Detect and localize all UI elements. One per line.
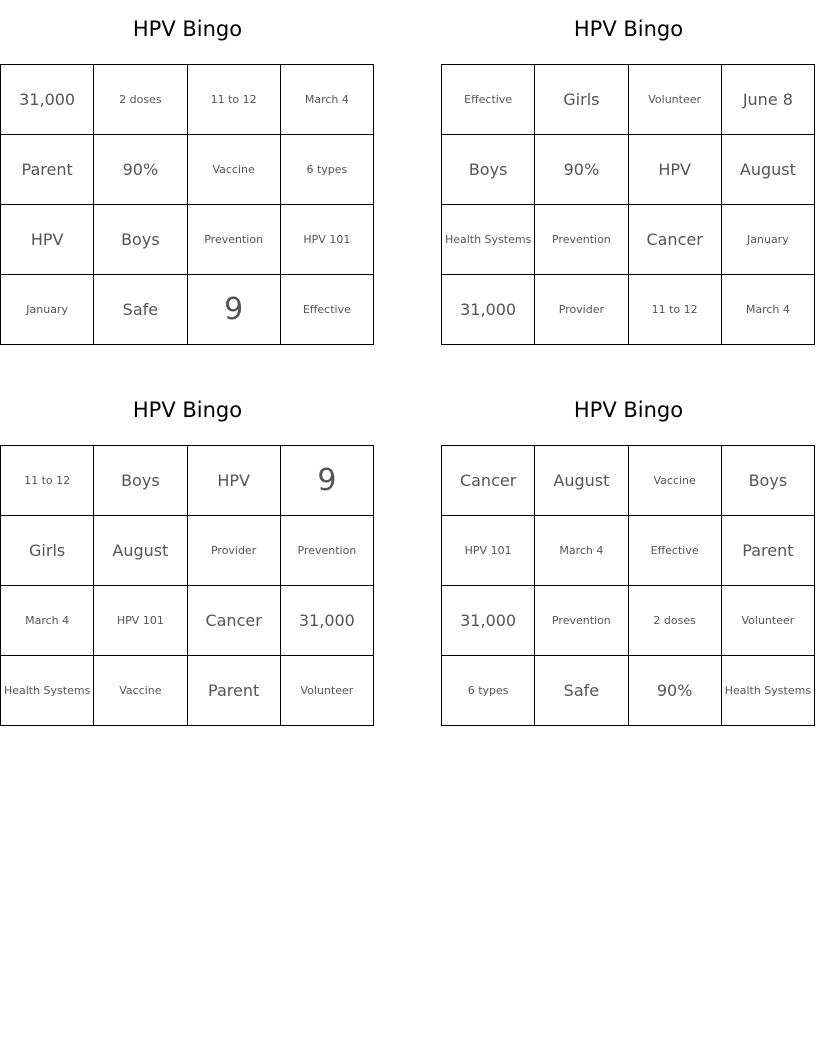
bingo-cell: Girls bbox=[535, 65, 628, 135]
bingo-cell: January bbox=[1, 275, 94, 345]
bingo-cell: 6 types bbox=[280, 135, 373, 205]
bingo-cell: Prevention bbox=[187, 205, 280, 275]
grid-row bbox=[1, 275, 374, 345]
bingo-cell: March 4 bbox=[721, 275, 814, 345]
grid-row bbox=[442, 135, 815, 205]
grid-row bbox=[442, 656, 815, 726]
bingo-cell: Provider bbox=[187, 516, 280, 586]
bingo-cell: August bbox=[94, 516, 187, 586]
bingo-cell: Boys bbox=[721, 446, 814, 516]
card-title: HPV Bingo bbox=[573, 398, 684, 422]
bingo-cell: Health Systems bbox=[1, 656, 94, 726]
bingo-cell: Health Systems bbox=[442, 205, 535, 275]
grid-row bbox=[442, 586, 815, 656]
grid-row bbox=[1, 586, 374, 656]
bingo-cell: Safe bbox=[535, 656, 628, 726]
bingo-cell: Vaccine bbox=[628, 446, 721, 516]
bingo-cell: 11 to 12 bbox=[1, 446, 94, 516]
bingo-cell: Volunteer bbox=[628, 65, 721, 135]
bingo-cell: 90% bbox=[628, 656, 721, 726]
grid-row bbox=[442, 205, 815, 275]
bingo-cell: March 4 bbox=[535, 516, 628, 586]
bingo-cell: Cancer bbox=[187, 586, 280, 656]
bingo-cell: Effective bbox=[628, 516, 721, 586]
bingo-cell: HPV bbox=[628, 135, 721, 205]
bingo-cell: August bbox=[721, 135, 814, 205]
bingo-cell: Safe bbox=[94, 275, 187, 345]
bingo-grid bbox=[0, 64, 374, 345]
bingo-cell: August bbox=[535, 446, 628, 516]
grid-row bbox=[442, 516, 815, 586]
bingo-cell: Girls bbox=[1, 516, 94, 586]
bingo-cell: June 8 bbox=[721, 65, 814, 135]
bingo-cell: 11 to 12 bbox=[628, 275, 721, 345]
bingo-cell: March 4 bbox=[280, 65, 373, 135]
bingo-cell: HPV 101 bbox=[94, 586, 187, 656]
grid-row bbox=[442, 275, 815, 345]
bingo-cell: January bbox=[721, 205, 814, 275]
bingo-card-2 bbox=[441, 9, 816, 345]
bingo-cell: 2 doses bbox=[94, 65, 187, 135]
bingo-cell: Boys bbox=[442, 135, 535, 205]
bingo-cell: 90% bbox=[535, 135, 628, 205]
bingo-cell: 9 bbox=[280, 446, 373, 516]
bingo-cell: Provider bbox=[535, 275, 628, 345]
bingo-cell: Vaccine bbox=[187, 135, 280, 205]
bingo-cell: HPV 101 bbox=[442, 516, 535, 586]
bingo-cell: 6 types bbox=[442, 656, 535, 726]
bingo-cell: Prevention bbox=[280, 516, 373, 586]
bingo-cell: 9 bbox=[187, 275, 280, 345]
bingo-cell: HPV 101 bbox=[280, 205, 373, 275]
bingo-cell: HPV bbox=[1, 205, 94, 275]
bingo-cell: Volunteer bbox=[280, 656, 373, 726]
bingo-cell: Prevention bbox=[535, 586, 628, 656]
bingo-cell: Parent bbox=[1, 135, 94, 205]
grid-row bbox=[1, 205, 374, 275]
bingo-cell: 2 doses bbox=[628, 586, 721, 656]
bingo-grid bbox=[441, 64, 815, 345]
grid-row bbox=[1, 65, 374, 135]
bingo-cell: 31,000 bbox=[442, 586, 535, 656]
card-title: HPV Bingo bbox=[132, 17, 243, 41]
bingo-cell: Volunteer bbox=[721, 586, 814, 656]
bingo-cell: Effective bbox=[280, 275, 373, 345]
bingo-cell: Prevention bbox=[535, 205, 628, 275]
bingo-card-3 bbox=[0, 390, 375, 726]
bingo-cell: Cancer bbox=[628, 205, 721, 275]
grid-row bbox=[1, 135, 374, 205]
bingo-card-4 bbox=[441, 390, 816, 726]
bingo-cell: 31,000 bbox=[1, 65, 94, 135]
bingo-cell: Parent bbox=[187, 656, 280, 726]
grid-row bbox=[1, 446, 374, 516]
bingo-cell: March 4 bbox=[1, 586, 94, 656]
bingo-cell: Boys bbox=[94, 205, 187, 275]
bingo-grid bbox=[0, 445, 374, 726]
grid-row bbox=[1, 656, 374, 726]
grid-row bbox=[1, 516, 374, 586]
bingo-cell: 11 to 12 bbox=[187, 65, 280, 135]
bingo-card-1 bbox=[0, 9, 375, 345]
bingo-cell: HPV bbox=[187, 446, 280, 516]
bingo-cell: Boys bbox=[94, 446, 187, 516]
bingo-cell: 31,000 bbox=[442, 275, 535, 345]
card-title: HPV Bingo bbox=[132, 398, 243, 422]
bingo-cell: Vaccine bbox=[94, 656, 187, 726]
bingo-cell: Effective bbox=[442, 65, 535, 135]
bingo-cell: Parent bbox=[721, 516, 814, 586]
bingo-cell: 31,000 bbox=[280, 586, 373, 656]
grid-row bbox=[442, 446, 815, 516]
grid-row bbox=[442, 65, 815, 135]
card-title: HPV Bingo bbox=[573, 17, 684, 41]
bingo-grid bbox=[441, 445, 815, 726]
bingo-cell: Cancer bbox=[442, 446, 535, 516]
bingo-cell: Health Systems bbox=[721, 656, 814, 726]
bingo-cell: 90% bbox=[94, 135, 187, 205]
